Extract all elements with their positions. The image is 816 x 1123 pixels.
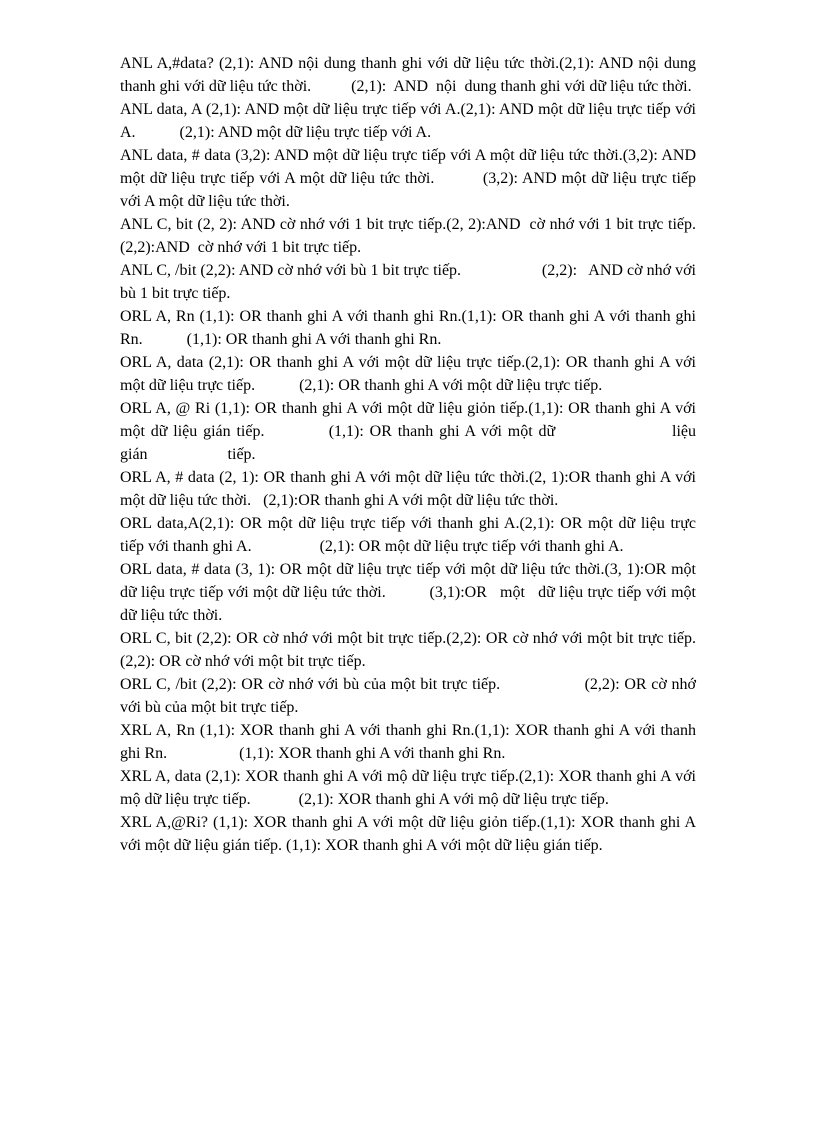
paragraph-anl-data-imm: ANL data, # data (3,2): AND một dữ liệu trực tiếp với A một dữ liệu tức thời.(3,2): AND một dữ liệu trực tiếp với A một dữ liệu tức thời. (3,2): AND một dữ liệu trực tiếp với A một dữ liệu tức thời. xyxy=(120,147,700,210)
paragraph-anl-data-a: ANL data, A (2,1): AND một dữ liệu trực tiếp với A.(2,1): AND một dữ liệu trực tiếp với A. (2,1): AND một dữ liệu trực tiếp với A. xyxy=(120,101,700,141)
paragraph-anl-c-bit: ANL C, bit (2, 2): AND cờ nhớ với 1 bit trực tiếp.(2, 2):AND cờ nhớ với 1 bit trực tiếp. (2,2):AND cờ nhớ với 1 bit trực tiếp. xyxy=(120,216,736,256)
paragraph-orl-c-notbit: ORL C, /bit (2,2): OR cờ nhớ với bù của một bit trực tiếp. (2,2): OR cờ nhớ với bù của một bit trực tiếp. xyxy=(120,676,700,716)
paragraph-orl-data-imm: ORL data, # data (3, 1): OR một dữ liệu trực tiếp với một dữ liệu tức thời.(3, 1):OR một dữ liệu trực tiếp với một dữ liệu tức thời. (3,1):OR một dữ liệu trực tiếp với một dữ liệu tức thời. xyxy=(120,561,700,624)
paragraph-anl-c-notbit: ANL C, /bit (2,2): AND cờ nhớ với bù 1 bit trực tiếp. (2,2): AND cờ nhớ với bù 1 bit trực tiếp. xyxy=(120,262,700,302)
paragraph-orl-a-imm: ORL A, # data (2, 1): OR thanh ghi A với một dữ liệu tức thời.(2, 1):OR thanh ghi A với một dữ liệu tức thời. (2,1):OR thanh ghi A với một dữ liệu tức thời. xyxy=(120,469,700,509)
document-page xyxy=(120,52,776,857)
paragraph-anl-a-data: ANL A,#data? (2,1): AND nội dung thanh ghi với dữ liệu tức thời.(2,1): AND nội dung thanh ghi với dữ liệu tức thời. (2,1): AND nội dung thanh ghi với dữ liệu tức thời. xyxy=(120,55,700,95)
paragraph-orl-a-data: ORL A, data (2,1): OR thanh ghi A với một dữ liệu trực tiếp.(2,1): OR thanh ghi A với một dữ liệu trực tiếp. (2,1): OR thanh ghi A với một dữ liệu trực tiếp. xyxy=(120,354,700,394)
paragraph-orl-c-bit: ORL C, bit (2,2): OR cờ nhớ với một bit trực tiếp.(2,2): OR cờ nhớ với một bit trực tiếp. (2,2): OR cờ nhớ với một bit trực tiếp. xyxy=(120,630,736,670)
paragraph-xrl-a-rn: XRL A, Rn (1,1): XOR thanh ghi A với thanh ghi Rn.(1,1): XOR thanh ghi A với thanh ghi Rn. (1,1): XOR thanh ghi A với thanh ghi Rn. xyxy=(120,722,700,762)
paragraph-orl-data-a: ORL data,A(2,1): OR một dữ liệu trực tiếp với thanh ghi A.(2,1): OR một dữ liệu trực tiếp với thanh ghi A. (2,1): OR một dữ liệu trực tiếp với thanh ghi A. xyxy=(120,515,700,555)
paragraph-xrl-a-ri: XRL A,@Ri? (1,1): XOR thanh ghi A với một dữ liệu giỏn tiếp.(1,1): XOR thanh ghi A với một dữ liệu gián tiếp. (1,1): XOR thanh ghi A với một dữ liệu gián tiếp. xyxy=(120,814,700,854)
paragraph-xrl-a-data: XRL A, data (2,1): XOR thanh ghi A với mộ dữ liệu trực tiếp.(2,1): XOR thanh ghi A với mộ dữ liệu trực tiếp. (2,1): XOR thanh ghi A với mộ dữ liệu trực tiếp. xyxy=(120,768,700,808)
paragraph-orl-a-rn: ORL A, Rn (1,1): OR thanh ghi A với thanh ghi Rn.(1,1): OR thanh ghi A với thanh ghi Rn. (1,1): OR thanh ghi A với thanh ghi Rn. xyxy=(120,308,700,348)
paragraph-orl-a-ri: ORL A, @ Ri (1,1): OR thanh ghi A với một dữ liệu giỏn tiếp.(1,1): OR thanh ghi A với một dữ liệu gián tiếp. (1,1): OR thanh ghi A với một dữ liệu gián tiếp. xyxy=(120,400,776,463)
